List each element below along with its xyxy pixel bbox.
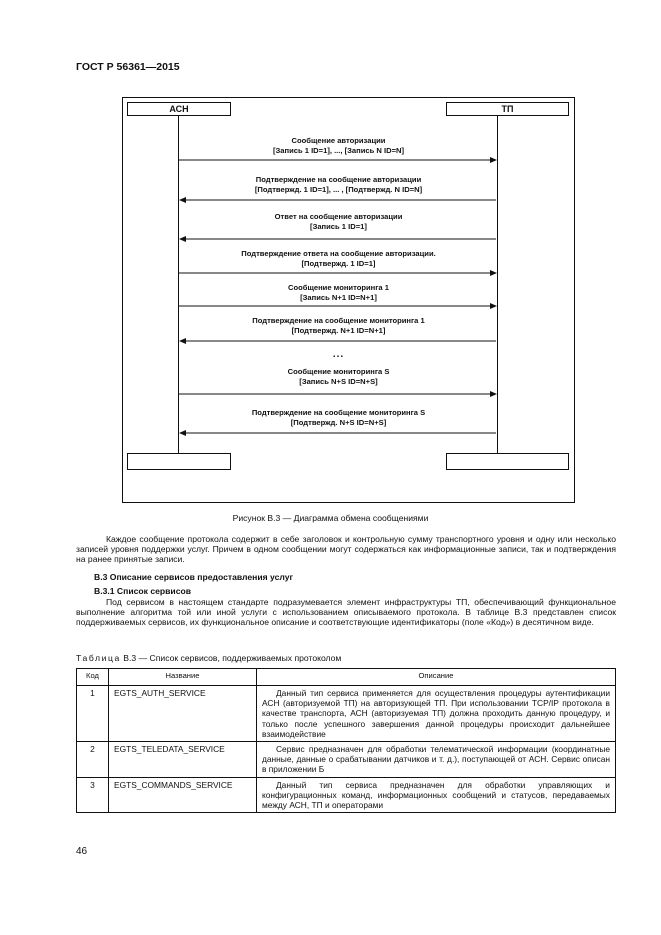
message-3-records: [Запись 1 ID=1] (310, 222, 367, 231)
message-2-records: [Подтвержд. 1 ID=1], ... , [Подтвержд. N ID=N] (254, 185, 423, 194)
message-5-label (180, 283, 497, 303)
entity-tp-box: ТП (446, 102, 569, 116)
entity-asn-box: АСН (127, 102, 231, 116)
section-heading-b31: В.3.1 Список сервисов (94, 586, 192, 596)
table-caption (76, 653, 341, 663)
message-2-title: Подтверждение на сообщение авторизации (255, 175, 422, 184)
message-5-title: Сообщение мониторинга 1 (288, 283, 389, 292)
message-8-title: Подтверждение на сообщение мониторинга S (251, 408, 426, 417)
message-7-records: [Запись N+S ID=N+S] (299, 377, 378, 386)
document-header: ГОСТ Р 56361—2015 (76, 61, 180, 73)
message-4-records: [Подтвержд. 1 ID=1] (301, 259, 376, 268)
table-caption-title: В.3 — Список сервисов, поддерживаемых протоколом (120, 653, 342, 663)
row-description: Данный тип сервиса применяется для осуществления процедуры аутентификации АСН (авторизуемой ТП) на авторизующей ТП. При использовании TCP/IP протокола в качестве транспорта, АСН (авторизуемая ТП) должна проходить данную процедуру, и только после успешного завершения данной процедуры происходит дальнейшее взаимодействие (257, 686, 616, 742)
message-4-label (180, 249, 497, 269)
message-7-title: Сообщение мониторинга S (287, 367, 390, 376)
message-1-records: [Запись 1 ID=1], ..., [Запись N ID=N] (272, 146, 405, 155)
message-2-label (180, 175, 497, 195)
table-row (77, 686, 616, 742)
message-8-records: [Подтвержд. N+S ID=N+S] (290, 418, 387, 427)
paragraph-messages (76, 534, 616, 565)
message-6-label (180, 316, 497, 336)
row-description: Данный тип сервиса предназначен для обработки управляющих и конфигурационных команд, информационных сообщений и статусов, передаваемых между АСН, ТП и операторами (257, 777, 616, 813)
message-8-label (180, 408, 497, 428)
row-description: Сервис предназначен для обработки телематической информации (координатные данные, данные о срабатывании датчиков и т. д.), поступающей от АСН. Сервис описан в приложении Б (257, 742, 616, 778)
page-number: 46 (76, 846, 88, 857)
message-1-title: Сообщение авторизации (291, 136, 386, 145)
row-name: EGTS_AUTH_SERVICE (109, 686, 257, 742)
services-table (76, 668, 616, 813)
figure-caption: Рисунок В.3 — Диаграмма обмена сообщениями (232, 513, 429, 523)
paragraph-services (76, 597, 616, 628)
message-4-title: Подтверждение ответа на сообщение авторизации. (241, 249, 436, 258)
header-description: Описание (257, 669, 616, 686)
row-name: EGTS_TELEDATA_SERVICE (109, 742, 257, 778)
message-6-records: [Подтвержд. N+1 ID=N+1] (291, 326, 386, 335)
table-header-row (77, 669, 616, 686)
paragraph-services-text: Под сервисом в настоящем стандарте подразумевается элемент инфраструктуры ТП, обеспечивающий функциональное выполнение алгоритма той или иной услуги с использованием описываемого протокола. В таблице В.3 представлен список поддерживаемых сервисов, их функциональное описание и соответствующие идентификаторы (поле «Код») в десятичном виде. (76, 597, 616, 628)
header-name: Название (109, 669, 257, 686)
row-code: 2 (77, 742, 109, 778)
table-row (77, 742, 616, 778)
row-code: 1 (77, 686, 109, 742)
row-name: EGTS_COMMANDS_SERVICE (109, 777, 257, 813)
header-code: Код (77, 669, 109, 686)
section-heading-b3: В.3 Описание сервисов предоставления услуг (94, 572, 294, 582)
message-1-label (180, 136, 497, 156)
table-caption-prefix: Таблица (76, 653, 121, 663)
message-7-label (180, 367, 497, 387)
row-code: 3 (77, 777, 109, 813)
message-3-title: Ответ на сообщение авторизации (274, 212, 403, 221)
message-6-title: Подтверждение на сообщение мониторинга 1 (252, 316, 425, 325)
message-3-label (180, 212, 497, 232)
table-row (77, 777, 616, 813)
paragraph-messages-text: Каждое сообщение протокола содержит в себе заголовок и контрольную сумму транспортного уровня и одну или несколько записей уровня поддержки услуг. Причем в одном сообщении могут содержаться как информационные записи, так и подтверждения на ранее принятые записи. (76, 534, 616, 565)
message-5-records: [Запись N+1 ID=N+1] (300, 293, 377, 302)
message-ellipsis: ... (332, 349, 345, 360)
